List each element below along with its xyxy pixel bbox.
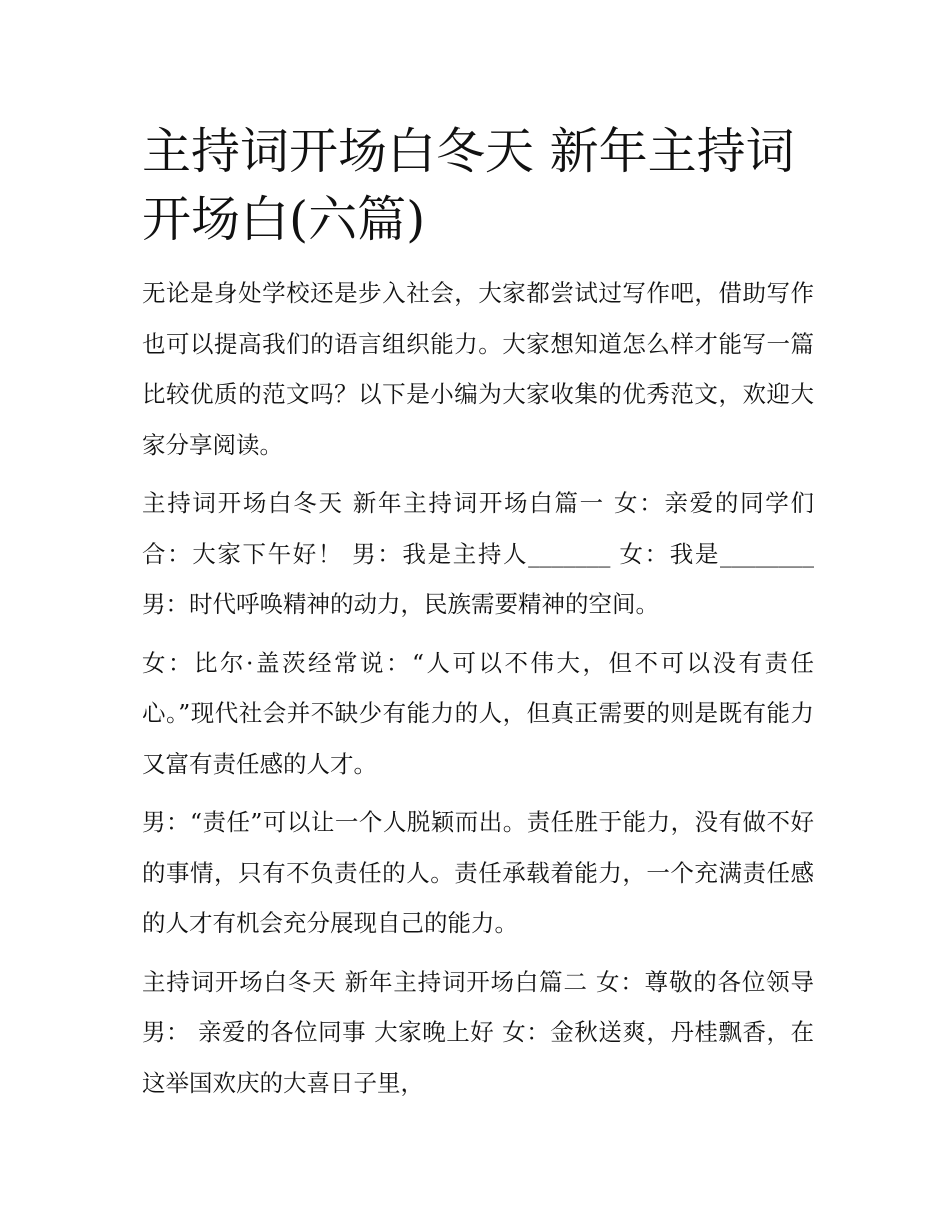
document-title: 主持词开场白冬天 新年主持词开场白(六篇): [142, 123, 795, 248]
document-body: [142, 118, 814, 1116]
intro-paragraph: 无论是身处学校还是步入社会，大家都尝试过写作吧，借助写作也可以提高我们的语言组织能力。大家想知道怎么样才能写一篇比较优质的范文吗？以下是小编为大家收集的优秀范文，欢迎大家分享阅读。: [142, 279, 814, 459]
paragraph-responsibility: 男：“责任”可以让一个人脱颖而出。责任胜于能力，没有做不好的事情，只有不负责任的人。责任承载着能力，一个充满责任感的人才有机会充分展现自己的能力。: [142, 808, 814, 937]
paragraph-responsibility-quote: 女：比尔·盖茨经常说：“人可以不伟大，但不可以没有责任心。”现代社会并不缺少有能力的人，但真正需要的则是既有能力又富有责任感的人才。: [142, 648, 814, 778]
paragraph-part-one: 主持词开场白冬天 新年主持词开场白篇一 女：亲爱的同学们 合：大家下午好！ 男：我是主持人_______ 女：我是________ 男：时代呼唤精神的动力，民族需要精神的空间。: [142, 489, 814, 618]
paragraph-part-two: 主持词开场白冬天 新年主持词开场白篇二 女：尊敬的各位领导 男： 亲爱的各位同事 大家晚上好 女：金秋送爽，丹桂飘香，在这举国欢庆的大喜日子里，: [142, 967, 814, 1097]
